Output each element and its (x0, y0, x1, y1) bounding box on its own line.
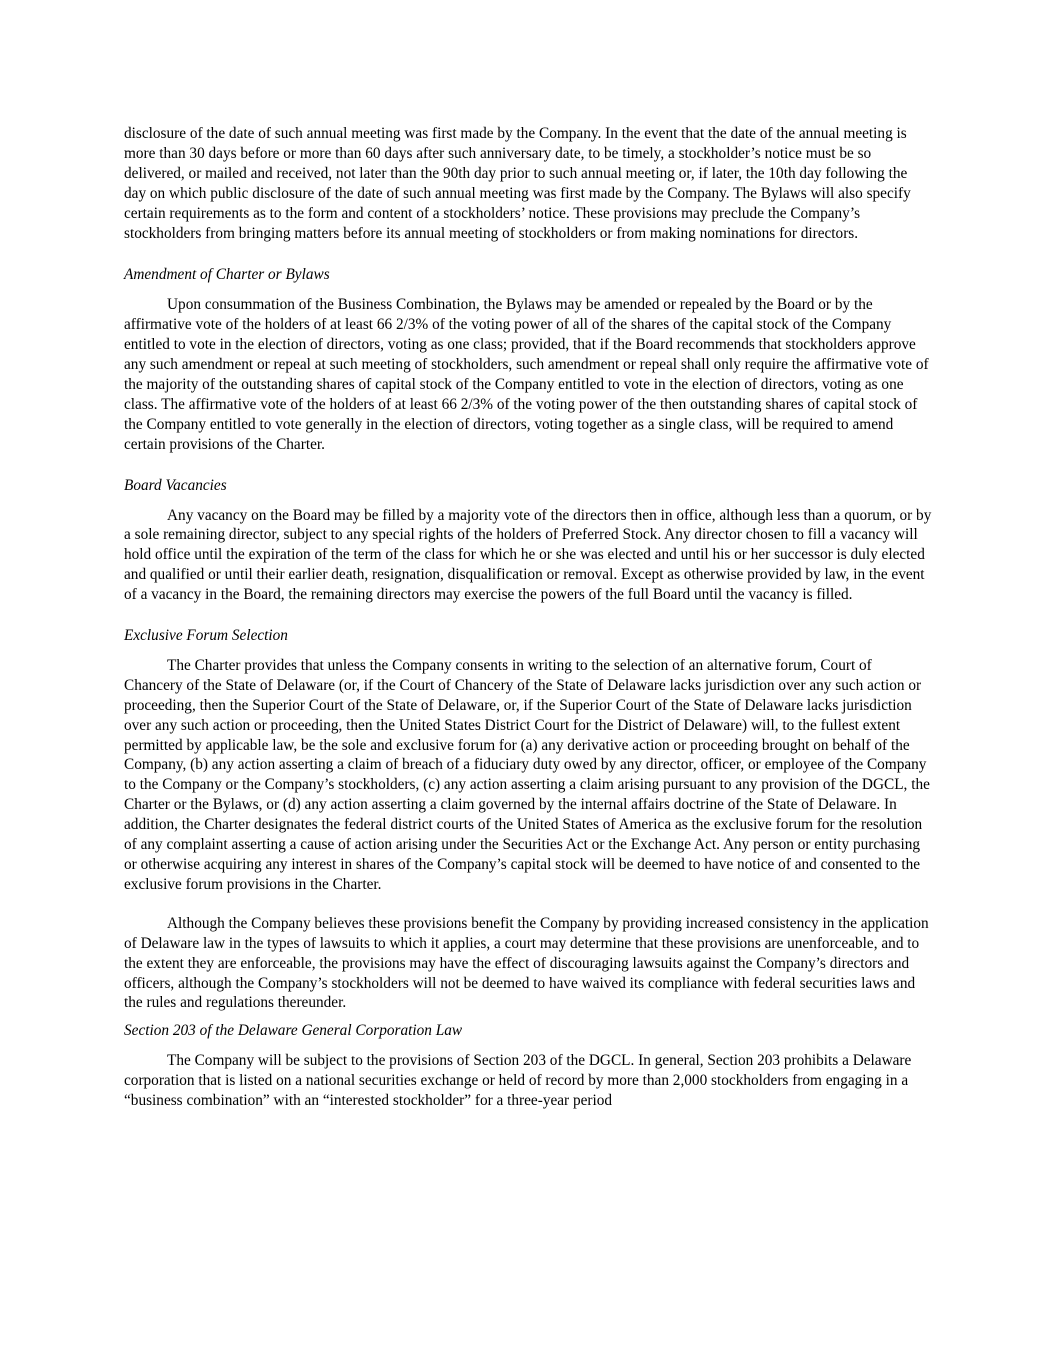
heading-board-vacancies: Board Vacancies (124, 476, 227, 494)
page-body (124, 124, 932, 1111)
heading-amendment: Amendment of Charter or Bylaws (124, 266, 330, 284)
board-vacancies-paragraph: Any vacancy on the Board may be filled by a majority vote of the directors then in office, although less than a quorum, or by a sole remaining director, subject to any special rights of the holders of Preferred Stock. Any director chosen to fill a vacancy will hold office until the expiration of the term of the class for which he or she was elected and until his or her successor is duly elected and qualified or until their earlier death, resignation, disqualification or removal. Except as otherwise provided by law, in the event of a vacancy in the Board, the remaining directors may exercise the powers of the full Board until the vacancy is filled. (124, 506, 932, 604)
continued-paragraph: disclosure of the date of such annual meeting was first made by the Company. In the event that the date of the annual meeting is more than 30 days before or more than 60 days after such anniversary date, to be timely, a stockholder’s notice must be so delivered, or mailed and received, not later than the 90th day prior to such annual meeting or, if later, the 10th day following the day on which public disclosure of the date of such annual meeting was first made by the Company. The Bylaws will also specify certain requirements as to the form and content of a stockholders’ notice. These provisions may preclude the Company’s stockholders from bringing matters before its annual meeting of stockholders or from making nominations for directors. (124, 125, 911, 242)
exclusive-forum-paragraph-1: The Charter provides that unless the Company consents in writing to the selection of an alternative forum, Court of Chancery of the State of Delaware (or, if the Court of Chancery of the State of Delaware lacks jurisdiction over any such action or proceeding, then the Superior Court of the State of Delaware, or, if the Superior Court of the State of Delaware lacks jurisdiction over any such action or proceeding, then the United States District Court for the District of Delaware) will, to the fullest extent permitted by applicable law, be the sole and exclusive forum for (a) any derivative action or proceeding brought on behalf of the Company, (b) any action asserting a claim of breach of a fiduciary duty owed by any director, officer, or employee of the Company to the Company or the Company’s stockholders, (c) any action asserting a claim arising pursuant to any provision of the DGCL, the Charter or the Bylaws, or (d) any action asserting a claim governed by the internal affairs doctrine of the State of Delaware. In addition, the Charter designates the federal district courts of the United States of America as the exclusive forum for the resolution of any complaint asserting a cause of action arising under the Securities Act or the Exchange Act. Any person or entity purchasing or otherwise acquiring any interest in shares of the Company’s capital stock will be deemed to have notice of and consented to the exclusive forum provisions in the Charter. (124, 656, 930, 893)
section-203-paragraph: The Company will be subject to the provisions of Section 203 of the DGCL. In general, Section 203 prohibits a Delaware corporation that is listed on a national securities exchange or held of record by more than 2,000 stockholders from engaging in a “business combination” with an “interested stockholder” for a three-year period (124, 1052, 912, 1110)
heading-section-203: Section 203 of the Delaware General Corporation Law (124, 1022, 463, 1040)
heading-exclusive-forum: Exclusive Forum Selection (124, 627, 288, 645)
exclusive-forum-paragraph-2: Although the Company believes these provisions benefit the Company by providing increased consistency in the application of Delaware law in the types of lawsuits to which it applies, a court may determine that these provisions are unenforceable, and to the extent they are enforceable, the provisions may have the effect of discouraging lawsuits against the Company’s directors and officers, although the Company’s stockholders will not be deemed to have waived its compliance with federal securities laws and the rules and regulations thereunder. (124, 914, 929, 1012)
amendment-paragraph: Upon consummation of the Business Combination, the Bylaws may be amended or repealed by the Board or by the affirmative vote of the holders of at least 66 2/3% of the voting power of all of the shares of the capital stock of the Company entitled to vote in the election of directors, voting as one class; provided, that if the Board recommends that stockholders approve any such amendment or repeal at such meeting of stockholders, such amendment or repeal shall only require the affirmative vote of the majority of the outstanding shares of capital stock of the Company entitled to vote in the election of directors, voting as one class. The affirmative vote of the holders of at least 66 2/3% of the voting power of the then outstanding shares of capital stock of the Company entitled to vote generally in the election of directors, voting together as a single class, will be required to amend certain provisions of the Charter. (124, 296, 929, 453)
